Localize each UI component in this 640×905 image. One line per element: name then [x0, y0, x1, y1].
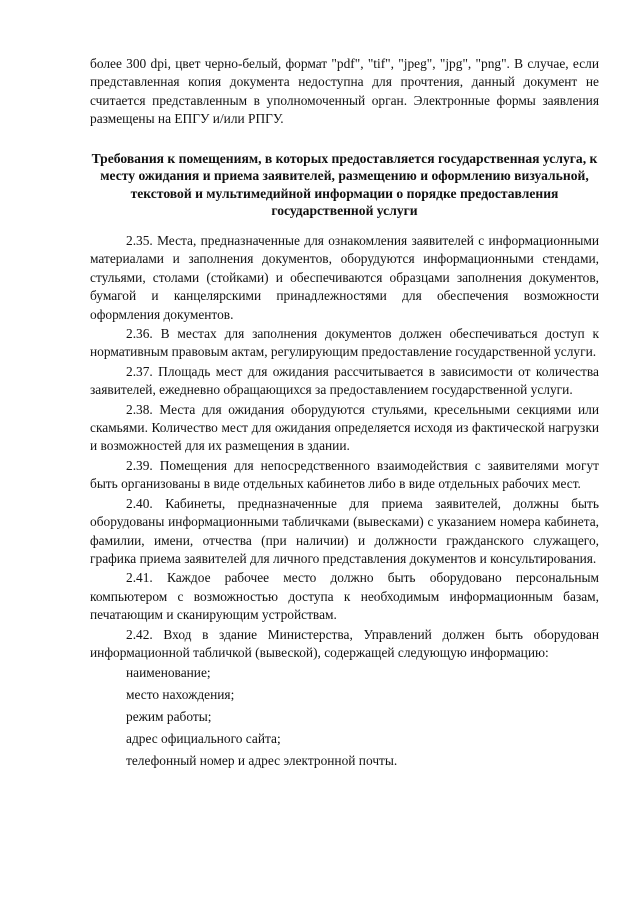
list-item: адрес официального сайта; [126, 731, 281, 747]
document-page [90, 55, 599, 772]
paragraph-2-39: 2.39. Помещения для непосредственного взаимодействия с заявителями могут быть организованы в виде отдельных кабинетов либо в виде отдельных рабочих мест. [90, 457, 599, 492]
info-list [90, 662, 599, 772]
list-item: наименование; [126, 665, 211, 681]
list-item: режим работы; [126, 709, 212, 725]
intro-paragraph: более 300 dpi, цвет черно-белый, формат "pdf", "tif", "jpeg", "jpg", "png". В случае, если представленная копия документа недоступна для прочтения, данный документ не считается представленным в уполномоченный орган. Электронные формы заявления размещены на ЕПГУ и/или РПГУ. [90, 56, 599, 127]
paragraph-2-42: 2.42. Вход в здание Министерства, Управлений должен быть оборудован информационной табличкой (вывеской), содержащей следующую информацию: [90, 626, 599, 660]
paragraph-2-37: 2.37. Площадь мест для ожидания рассчитывается в зависимости от количества заявителей, ежедневно обращающихся за предоставлением государственной услуги. [90, 363, 599, 398]
section-heading: Требования к помещениям, в которых предоставляется государственная услуга, к месту ожидания и приема заявителей, размещению и оформлению визуальной, текстовой и мультимедийной информации о порядке предоставления государственной услуги [91, 150, 598, 219]
paragraph-2-41: 2.41. Каждое рабочее место должно быть оборудовано персональным компьютером с возможностью доступа к необходимым информационным базам, печатающим и сканирующим устройствам. [90, 570, 599, 623]
paragraph-2-36: 2.36. В местах для заполнения документов должен обеспечиваться доступ к нормативным правовым актам, регулирующим предоставление государственной услуги. [90, 326, 599, 360]
list-item: место нахождения; [126, 687, 235, 703]
paragraph-2-38: 2.38. Места для ожидания оборудуются стульями, кресельными секциями или скамьями. Количество мест для ожидания определяется исходя из фактической нагрузки и возможностей для их размещения в здании. [90, 401, 599, 454]
paragraph-2-35: 2.35. Места, предназначенные для ознакомления заявителей с информационными материалами и заполнения документов, оборудуются информационными стендами, стульями, столами (стойками) и обеспечиваются образцами заполнения документов, бумагой и канцелярскими принадлежностями для обеспечения возможности оформления документов. [90, 233, 599, 322]
list-item: телефонный номер и адрес электронной почты. [126, 753, 398, 769]
paragraph-2-40: 2.40. Кабинеты, предназначенные для приема заявителей, должны быть оборудованы информационными табличками (вывесками) с указанием номера кабинета, фамилии, имени, отчества (при наличии) и должности гражданского служащего, графика приема заявителей для личного представления документов и консультирования. [90, 495, 599, 566]
